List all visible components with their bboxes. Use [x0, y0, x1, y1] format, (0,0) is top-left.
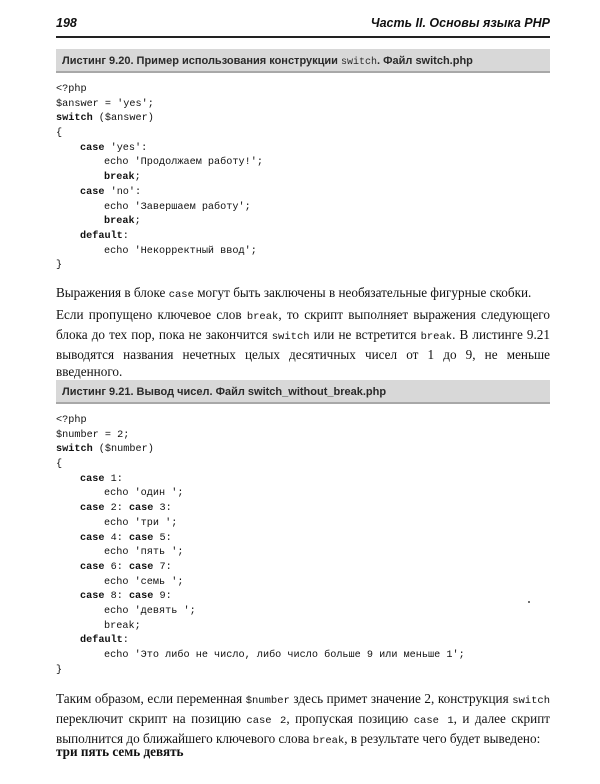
code-keyword: case	[128, 503, 154, 515]
code-keyword: break	[104, 172, 135, 184]
code-text: 4:	[104, 532, 129, 544]
code-keyword: case	[128, 561, 154, 573]
code-line	[56, 142, 263, 157]
code-text: echo 'семь ';	[104, 576, 184, 588]
code-line	[56, 245, 263, 260]
code-line	[56, 605, 465, 620]
code-text: {	[56, 128, 63, 140]
code-line	[56, 156, 263, 171]
listing-caption-9-21: Листинг 9.21. Вывод чисел. Файл switch_without_break.php	[56, 380, 550, 404]
listing-caption-9-20: Листинг 9.20. Пример использования конструкции switch. Файл switch.php	[56, 49, 550, 73]
code-line	[56, 487, 465, 502]
code-text: echo 'Это либо не число, либо число больше 9 или меньше 1';	[104, 650, 465, 661]
code-text: break;	[104, 620, 141, 632]
code-text: echo 'Некорректный ввод';	[104, 245, 257, 257]
code-line	[56, 561, 465, 576]
code-text: ($number)	[92, 444, 154, 456]
code-line	[56, 590, 465, 605]
code-text: echo 'Продолжаем работу!';	[104, 157, 263, 169]
code-line	[56, 502, 465, 517]
page-header	[56, 14, 550, 38]
code-text: :	[122, 230, 129, 242]
code-line	[56, 649, 465, 664]
code-line	[56, 230, 263, 245]
code-text: 3:	[153, 503, 172, 515]
code-text: <?php	[56, 84, 87, 95]
code-text: {	[56, 459, 63, 471]
code-line	[56, 171, 263, 186]
code-text: echo 'один ';	[104, 488, 184, 500]
code-keyword: case	[80, 503, 105, 515]
listing-code-9-21	[56, 414, 465, 678]
code-text: 6:	[104, 561, 129, 573]
code-text: echo 'девять ';	[104, 605, 196, 617]
paragraph-case-braces: Выражения в блоке case могут быть заключены в необязательные фигурные скобки.	[56, 285, 532, 301]
code-text: echo 'Завершаем работу';	[104, 201, 251, 213]
code-line	[56, 201, 263, 216]
listing-code-9-20	[56, 83, 263, 274]
code-text: echo 'пять ';	[104, 547, 184, 559]
code-text: $answer = 'yes';	[56, 98, 154, 110]
code-line	[56, 473, 465, 488]
code-line	[56, 112, 263, 127]
code-keyword: case	[128, 532, 154, 544]
code-keyword: break	[104, 216, 135, 228]
code-line	[56, 532, 465, 547]
program-output: три пять семь девять	[56, 744, 184, 759]
code-keyword: case	[80, 473, 105, 485]
code-text: ($answer)	[92, 113, 154, 125]
code-keyword: case	[80, 532, 105, 544]
code-keyword: case	[80, 561, 105, 573]
code-keyword: case	[80, 142, 105, 154]
code-text: 5:	[153, 532, 172, 544]
code-text: ;	[134, 216, 141, 228]
code-keyword: switch	[56, 113, 93, 125]
code-line	[56, 259, 263, 274]
code-line	[56, 414, 465, 429]
code-keyword: case	[80, 591, 105, 603]
code-text: $number = 2;	[56, 429, 130, 441]
code-line	[56, 517, 465, 532]
code-text: echo 'три ';	[104, 517, 178, 529]
code-text: ;	[134, 172, 141, 184]
print-speck	[528, 601, 530, 603]
paragraph-break-omitted: Если пропущено ключевое слов break, то скрипт выполняет выражения следующего блока до тех пор, пока не закончится switch или не встретится break. В листинге 9.21 выводятся названия нечетных целых десятичных чисел от 1 до 9, не меньше введенного.	[56, 307, 550, 379]
code-text: <?php	[56, 415, 87, 426]
code-line	[56, 458, 465, 473]
code-line	[56, 620, 465, 635]
code-text: :	[122, 635, 129, 647]
part-title: Часть II. Основы языка PHP	[370, 16, 550, 30]
code-line	[56, 443, 465, 458]
code-text: 8:	[104, 591, 129, 603]
page-number: 198	[56, 16, 77, 30]
code-text: 1:	[104, 473, 123, 485]
code-text: 'no':	[104, 186, 142, 198]
code-text: 'yes':	[104, 142, 148, 154]
code-text: 2:	[104, 503, 129, 515]
code-text: }	[56, 664, 63, 676]
code-line	[56, 83, 263, 98]
code-line	[56, 186, 263, 201]
paragraph-conclusion: Таким образом, если переменная $number здесь примет значение 2, конструкция switch переключит скрипт на позицию case 2, пропуская позицию case 1, и далее скрипт выполнится до ближайшего ключевого слова break, в результате чего будет выведено:	[56, 691, 551, 747]
code-text: 7:	[153, 561, 172, 573]
code-keyword: default	[80, 635, 123, 647]
code-line	[56, 576, 465, 591]
code-keyword: case	[128, 591, 154, 603]
code-line	[56, 429, 465, 444]
code-line	[56, 664, 465, 679]
code-keyword: switch	[56, 444, 93, 456]
code-text: 9:	[153, 591, 172, 603]
code-line	[56, 546, 465, 561]
code-line	[56, 98, 263, 113]
code-text: }	[56, 260, 63, 272]
code-line	[56, 127, 263, 142]
code-keyword: case	[80, 186, 105, 198]
code-line	[56, 215, 263, 230]
code-line	[56, 634, 465, 649]
code-keyword: default	[80, 230, 123, 242]
